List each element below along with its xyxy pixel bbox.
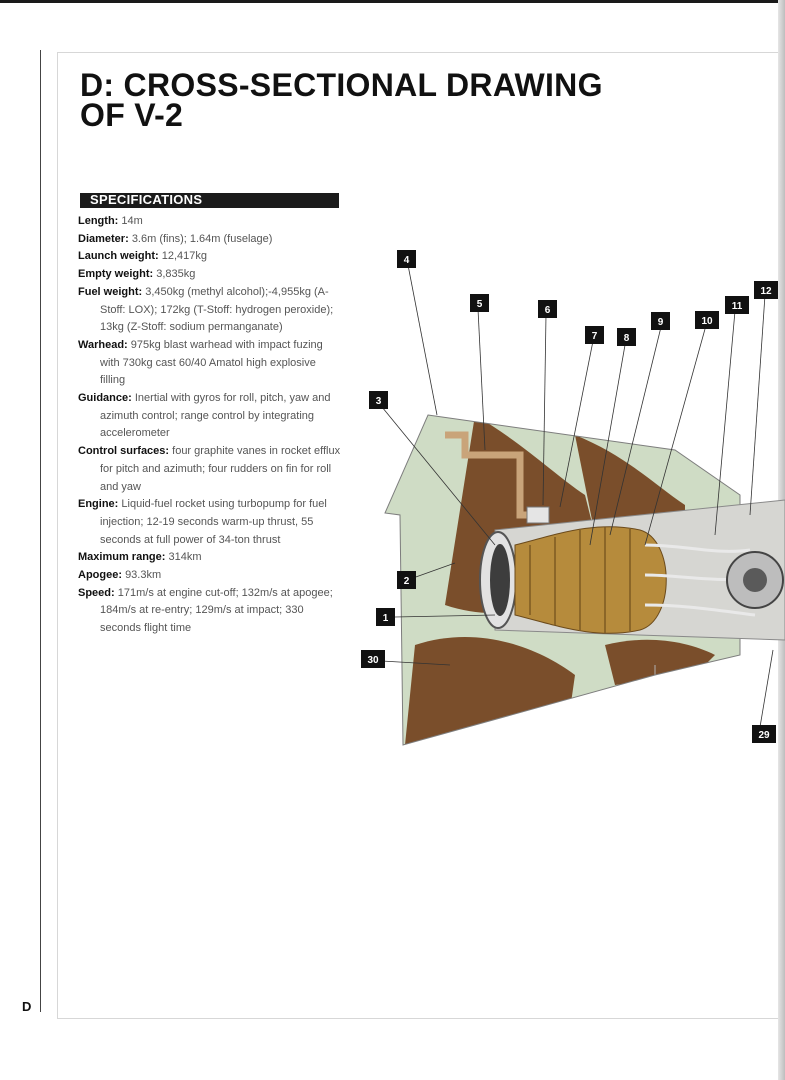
callout-label-9 <box>651 312 670 330</box>
callout-label-1 <box>376 608 395 626</box>
svg-text:8: 8 <box>623 333 630 344</box>
svg-text:2: 2 <box>403 576 410 587</box>
callout-label-3 <box>369 391 388 409</box>
svg-text:12: 12 <box>760 286 772 297</box>
rudder-actuator <box>527 507 549 523</box>
spec-length: Length: 14m <box>78 215 143 227</box>
specifications-heading: SPECIFICATIONS <box>90 192 203 207</box>
title-line-1: D: CROSS-SECTIONAL DRAWING <box>80 67 603 103</box>
svg-text:5: 5 <box>476 299 483 310</box>
v2-cross-section-drawing <box>355 245 785 765</box>
nozzle-inner <box>490 544 510 616</box>
spec-warhead: Warhead: 975kg blast warhead with impact fuzing with 730kg cast 60/40 Amatol high explosive filling <box>78 338 323 387</box>
svg-text:3: 3 <box>375 396 382 407</box>
page-title <box>80 67 603 133</box>
spec-guidance: Guidance: Inertial with gyros for roll, pitch, yaw and azimuth control; range control by integrating accelerometer <box>78 392 331 440</box>
callout-label-12 <box>754 281 778 299</box>
callout-label-5 <box>470 294 489 312</box>
spec-launch-weight: Launch weight: 12,417kg <box>78 250 207 263</box>
callout-label-4 <box>397 250 416 268</box>
callout-label-8 <box>617 328 636 346</box>
spec-fuel-weight: Fuel weight: 3,450kg (methyl alcohol);-4,955kg (A-Stoff: LOX); 172kg (T-Stoff: hydrogen peroxide); 13kg (Z-Stoff: sodium permanganate) <box>78 285 334 334</box>
callout-label-29 <box>752 725 776 743</box>
svg-text:11: 11 <box>731 301 743 312</box>
page-letter: D <box>22 999 32 1014</box>
spec-apogee: Apogee: 93.3km <box>78 569 162 582</box>
turbopump-hub <box>743 568 767 592</box>
top-rule <box>0 0 785 3</box>
svg-text:30: 30 <box>367 655 379 666</box>
callout-label-30 <box>361 650 385 668</box>
specifications-list <box>78 213 342 638</box>
spec-maximum-range: Maximum range: 314km <box>78 551 202 564</box>
title-line-2: OF V-2 <box>80 97 184 133</box>
callout-label-2 <box>397 571 416 589</box>
spec-engine: Engine: Liquid-fuel rocket using turbopump for fuel injection; 12-19 seconds warm-up thrust, 55 seconds at full power of 34-ton thrust <box>78 498 327 546</box>
svg-text:9: 9 <box>657 317 664 328</box>
callout-label-6 <box>538 300 557 318</box>
spec-control-surfaces: Control surfaces: four graphite vanes in rocket efflux for pitch and azimuth; four rudders on fin for roll and yaw <box>78 445 341 493</box>
svg-text:10: 10 <box>701 316 713 327</box>
svg-text:1: 1 <box>382 613 389 624</box>
margin-rule <box>40 50 41 1012</box>
callout-label-11 <box>725 296 749 314</box>
svg-text:6: 6 <box>544 305 551 316</box>
spec-speed: Speed: 171m/s at engine cut-off; 132m/s at apogee; 184m/s at re-entry; 129m/s at impact; 330 seconds flight time <box>78 586 333 635</box>
svg-text:4: 4 <box>403 255 410 266</box>
callout-label-7 <box>585 326 604 344</box>
callout-label-10 <box>695 311 719 329</box>
spec-empty-weight: Empty weight: 3,835kg <box>78 268 196 281</box>
spec-diameter: Diameter: 3.6m (fins); 1.64m (fuselage) <box>78 232 273 245</box>
svg-text:7: 7 <box>591 331 598 342</box>
svg-text:29: 29 <box>758 730 770 741</box>
